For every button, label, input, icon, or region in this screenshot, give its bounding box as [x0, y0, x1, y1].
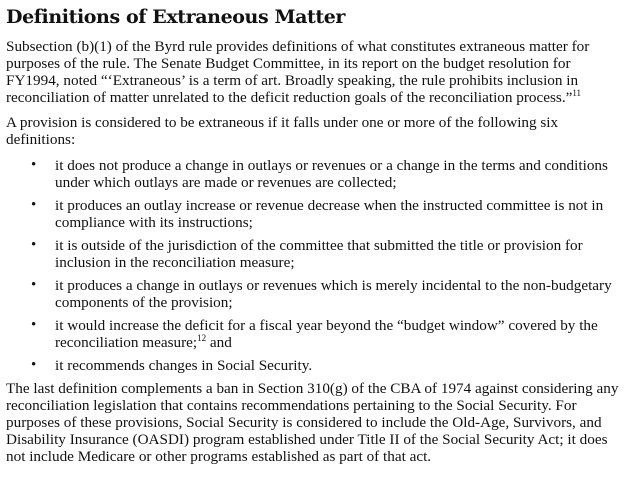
- footnote-ref-11[interactable]: 11: [572, 88, 582, 98]
- footnote-ref-12[interactable]: 12: [197, 333, 207, 343]
- bullet-icon: •: [31, 197, 37, 213]
- definition-item: [6, 357, 620, 374]
- definition-tail: and: [206, 334, 232, 351]
- closing-paragraph: The last definition complements a ban in Section 310(g) of the CBA of 1974 against considering any reconciliation legislation that contains recommendations pertaining to the Social Security. For purposes of these provisions, Social Security is considered to include the Old-Age, Survivors, and Disability Insurance (OASDI) program established under Title II of the Social Security Act; it does not include Medicare or other programs established as part of that act.: [6, 380, 619, 465]
- intro-paragraph: [6, 38, 620, 106]
- definition-item: [6, 237, 620, 271]
- definition-text: it recommends changes in Social Security.: [55, 357, 313, 374]
- lead-paragraph: A provision is considered to be extraneous if it falls under one or more of the following six definitions:: [6, 114, 559, 148]
- bullet-icon: •: [31, 317, 37, 333]
- document-page: [6, 4, 620, 465]
- definition-item: [6, 157, 620, 191]
- definitions-list: [6, 157, 620, 374]
- definition-item: [6, 317, 620, 351]
- bullet-icon: •: [31, 157, 37, 173]
- definition-item: [6, 277, 620, 311]
- bullet-icon: •: [31, 357, 37, 373]
- definition-text: it would increase the deficit for a fiscal year beyond the “budget window” covered by the reconciliation measure;: [55, 317, 598, 351]
- definition-text: it is outside of the jurisdiction of the committee that submitted the title or provision for inclusion in the reconciliation measure;: [55, 237, 583, 271]
- bullet-icon: •: [31, 277, 37, 293]
- definition-item: [6, 197, 620, 231]
- definition-text: it does not produce a change in outlays or revenues or a change in the terms and conditions under which outlays are made or revenues are collected;: [55, 157, 608, 191]
- section-heading: Definitions of Extraneous Matter: [6, 6, 346, 28]
- definition-text: it produces an outlay increase or revenue decrease when the instructed committee is not in compliance with its instructions;: [55, 197, 604, 231]
- intro-text: Subsection (b)(1) of the Byrd rule provides definitions of what constitutes extraneous matter for purposes of the rule. The Senate Budget Committee, in its report on the budget resolution for FY1994, noted “‘Extraneous’ is a term of art. Broadly speaking, the rule prohibits inclusion in reconciliation of matter unrelated to the deficit reduction goals of the reconciliation process.”: [6, 38, 590, 106]
- definition-text: it produces a change in outlays or revenues which is merely incidental to the non-budgetary components of the provision;: [55, 277, 612, 311]
- bullet-icon: •: [31, 237, 37, 253]
